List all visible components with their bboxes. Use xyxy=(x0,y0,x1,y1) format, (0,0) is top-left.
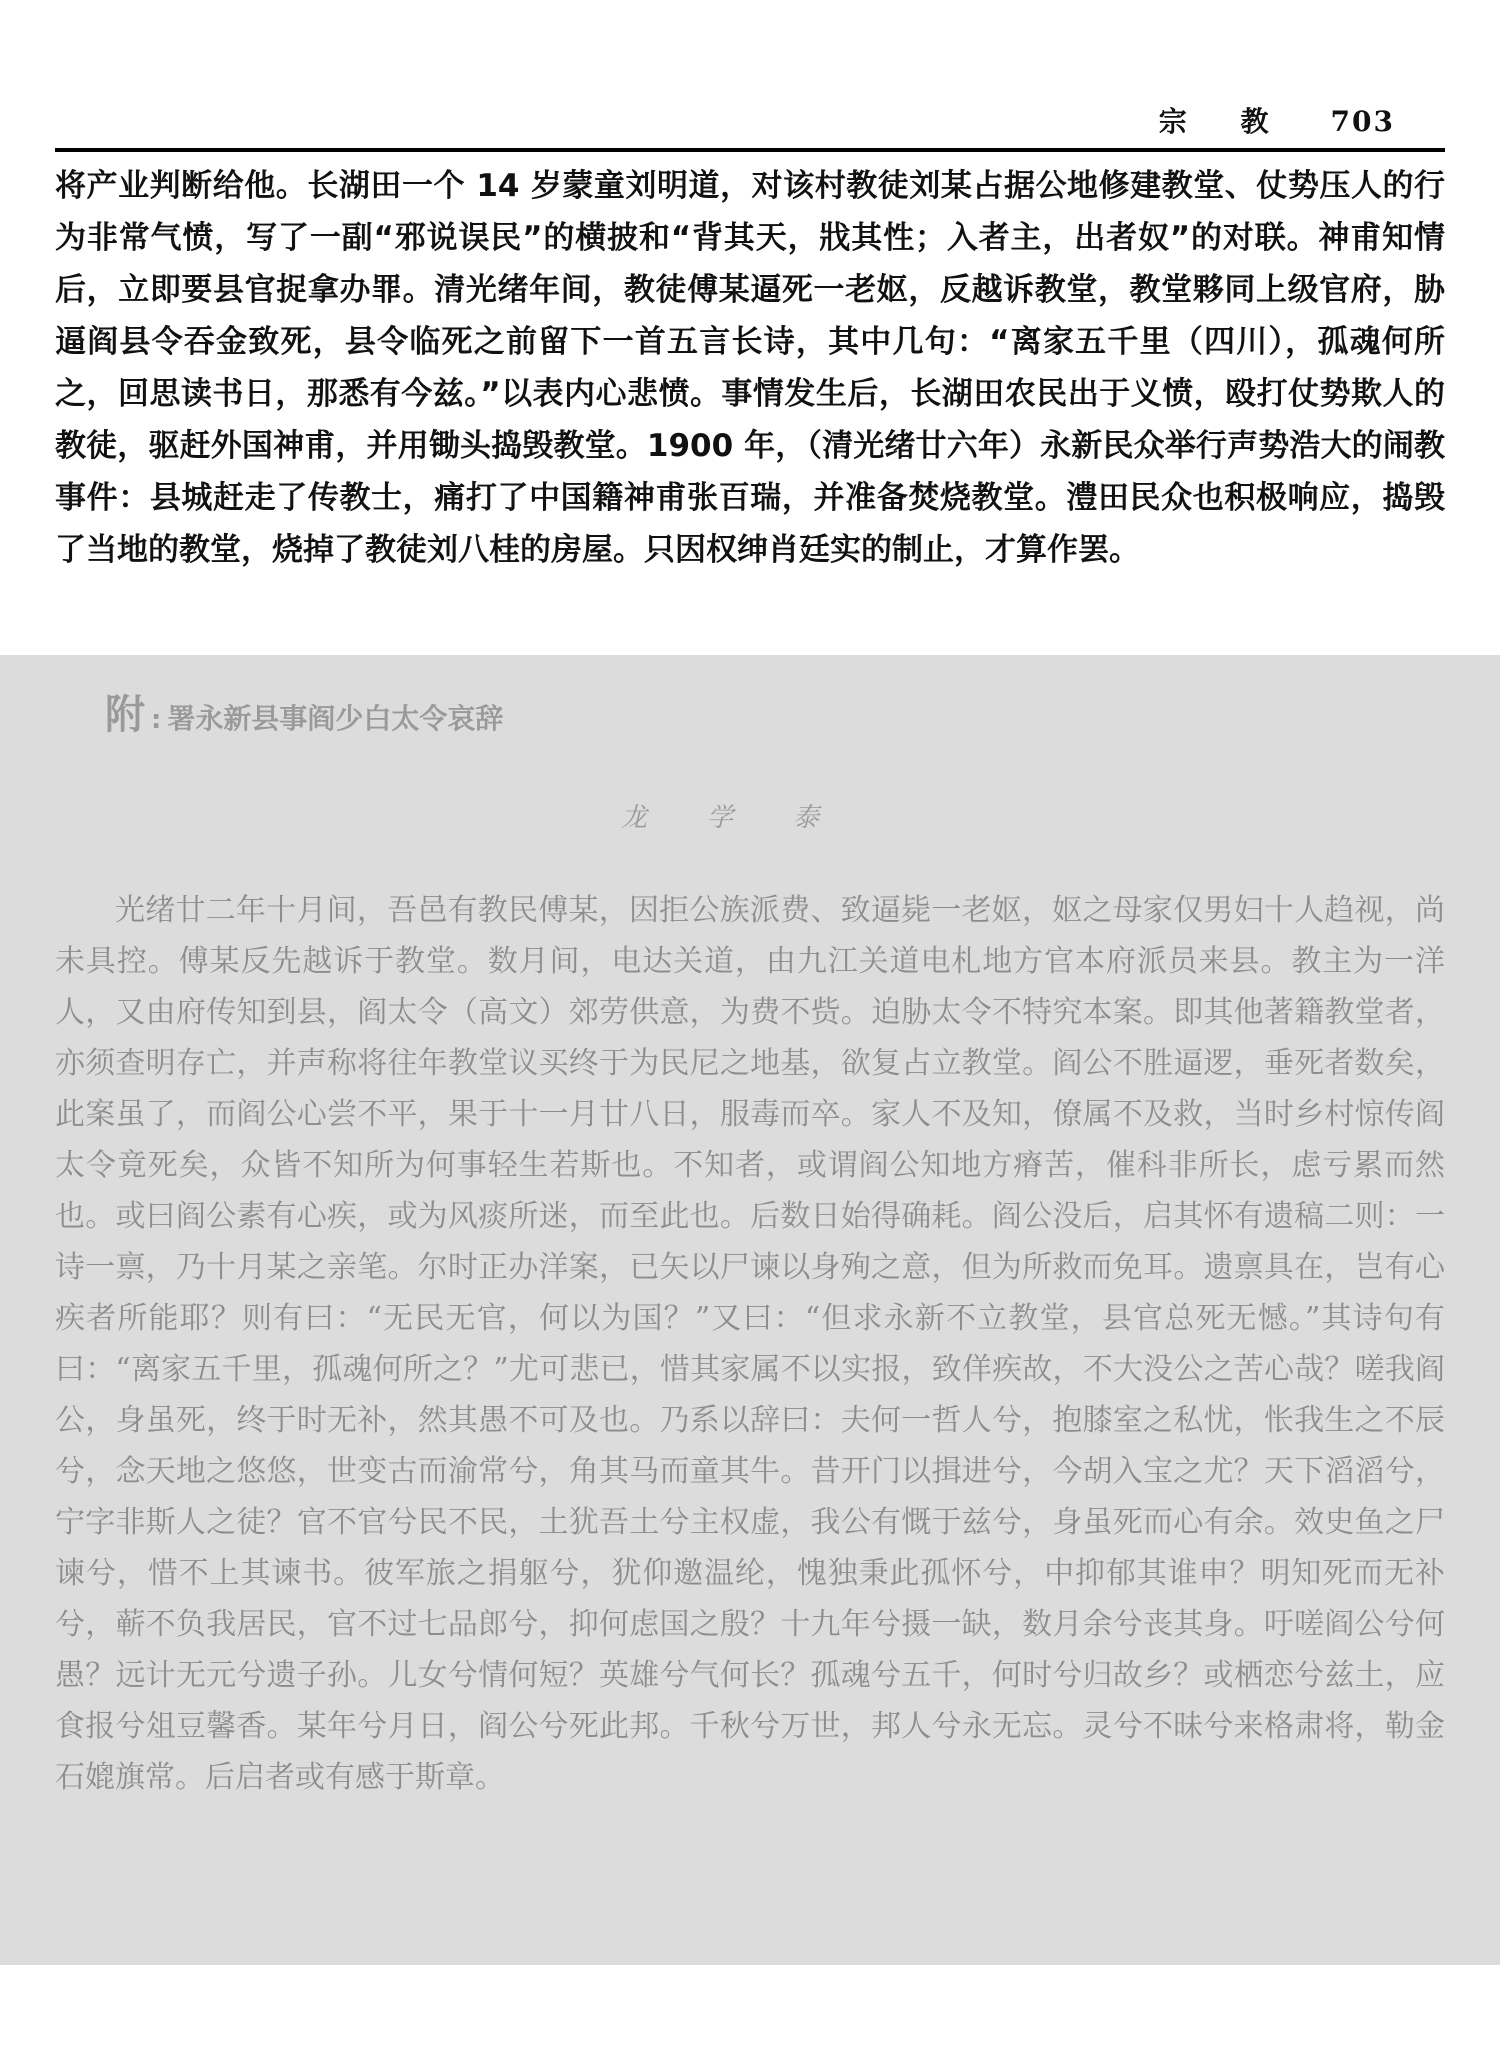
section-title: 宗 教 xyxy=(1158,105,1291,138)
header-rule xyxy=(55,148,1445,152)
appendix-label: 附 xyxy=(105,692,145,738)
appendix-box xyxy=(0,655,1500,1965)
main-paragraph: 将产业判断给他。长湖田一个 14 岁蒙童刘明道，对该村教徒刘某占据公地修建教堂、仗势压人的行为非常气愤，写了一副“邪说误民”的横披和“背其天，戕其性；入者主，出者奴”的对联。神甫知情后，立即要县官捉拿办罪。清光绪年间，教徒傅某逼死一老妪，反越诉教堂，教堂夥同上级官府，胁逼阎县令吞金致死，县令临死之前留下一首五言长诗，其中几句：“离家五千里（四川），孤魂何所之，回思读书日，那悉有今兹。”以表内心悲愤。事情发生后，长湖田农民出于义愤，殴打仗势欺人的教徒，驱赶外国神甫，并用锄头捣毁教堂。1900 年，（清光绪廿六年）永新民众举行声势浩大的闹教事件：县城赶走了传教士，痛打了中国籍神甫张百瑞，并准备焚烧教堂。澧田民众也积极响应，捣毁了当地的教堂，烧掉了教徒刘八桂的房屋。只因权绅肖廷实的制止，才算作罢。 xyxy=(55,168,1445,568)
appendix-colon: : xyxy=(151,705,162,735)
header-right xyxy=(1159,100,1395,140)
page-number: 703 xyxy=(1330,105,1395,138)
appendix-author: 龙学泰 xyxy=(620,803,879,833)
page-header xyxy=(55,100,1440,140)
appendix-title: 署永新县事阎少白太令哀辞 xyxy=(167,702,504,735)
appendix-paragraph: 光绪廿二年十月间，吾邑有教民傅某，因拒公族派费、致逼毙一老妪，妪之母家仅男妇十人趋视，尚未具控。傅某反先越诉于教堂。数月间，电达关道，由九江关道电札地方官本府派员来县。教主为一洋人，又由府传知到县，阎太令（高文）郊劳供意，为费不赀。迫胁太令不特究本案。即其他著籍教堂者，亦须查明存亡，并声称将往年教堂议买终于为民尼之地基，欲复占立教堂。阎公不胜逼逻，垂死者数矣，此案虽了，而阎公心尝不平，果于十一月廿八日，服毒而卒。家人不及知，僚属不及救，当时乡村惊传阎太令竟死矣，众皆不知所为何事轻生若斯也。不知者，或谓阎公知地方瘠苦，催科非所长，虑亏累而然也。或曰阎公素有心疾，或为风痰所迷，而至此也。后数日始得确耗。阎公没后，启其怀有遗稿二则：一诗一禀，乃十月某之亲笔。尔时正办洋案，已矢以尸谏以身殉之意，但为所救而免耳。遗禀具在，岂有心疾者所能耶？则有曰：“无民无官，何以为国？”又曰：“但求永新不立教堂，县官总死无憾。”其诗句有曰：“离家五千里，孤魂何所之？”尤可悲已，惜其家属不以实报，致佯疾故，不大没公之苦心哉？嗟我阎公，身虽死，终于时无补，然其愚不可及也。乃系以辞曰：夫何一哲人兮，抱膝室之私忧，怅我生之不辰兮，念天地之悠悠，世变古而渝常兮，角其马而童其牛。昔开门以揖进兮，今胡入宝之尤？天下滔滔兮，宁字非斯人之徒？官不官兮民不民，土犹吾土兮主权虚，我公有慨于兹兮，身虽死而心有余。效史鱼之尸谏兮，惜不上其谏书。彼军旅之捐躯兮，犹仰邀温纶，愧独秉此孤怀兮，中抑郁其谁申？明知死而无补兮，蕲不负我居民，官不过七品郎兮，抑何虑国之殷？十九年兮摄一缺，数月余兮丧其身。吁嗟阎公兮何愚？远计无元兮遗子孙。儿女兮情何短？英雄兮气何长？孤魂兮五千，何时兮归故乡？或栖恋兮兹土，应食报兮俎豆馨香。某年兮月日，阎公兮死此邦。千秋兮万世，邦人兮永无忘。灵兮不昧兮来格肃将，勒金石媲旗常。后启者或有感于斯章。 xyxy=(55,893,1445,1795)
appendix-heading xyxy=(105,683,504,738)
appendix-body xyxy=(55,885,1445,1803)
main-text xyxy=(55,160,1445,576)
